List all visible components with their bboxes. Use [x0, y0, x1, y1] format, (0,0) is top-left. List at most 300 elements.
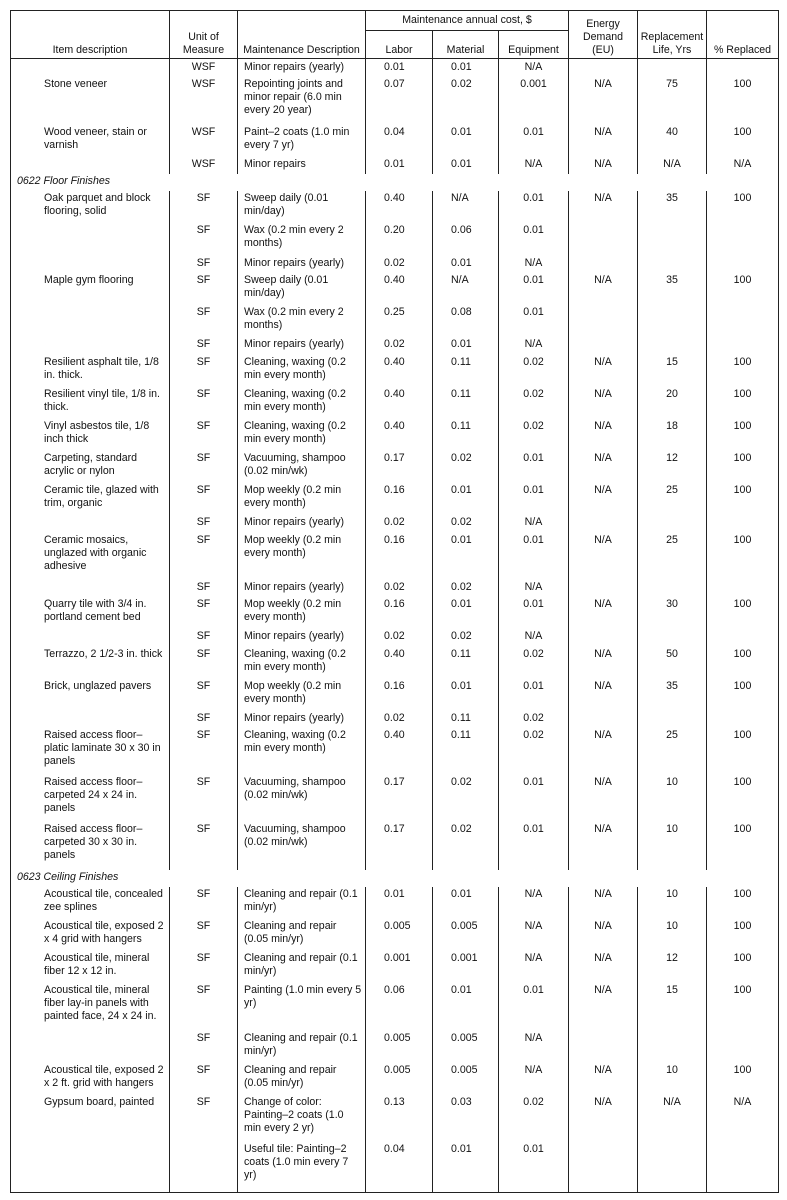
- replaced-cell: 100: [707, 951, 779, 983]
- life-cell: [638, 223, 707, 255]
- table-row: [11, 256, 779, 273]
- maintenance-desc-cell: Sweep daily (0.01 min/day): [238, 191, 366, 223]
- table-row: [11, 483, 779, 515]
- equipment-cell: N/A: [499, 515, 569, 532]
- header-annual-cost: Maintenance annual cost, $: [366, 11, 569, 31]
- replaced-cell: [707, 629, 779, 646]
- section-heading: 0622 Floor Finishes: [11, 174, 779, 191]
- item-cell: [11, 580, 170, 597]
- labor-cell: 0.001: [366, 951, 433, 983]
- energy-cell: N/A: [569, 1063, 638, 1095]
- table-row: [11, 822, 779, 869]
- equipment-cell: 0.01: [499, 1142, 569, 1189]
- maintenance-desc-cell: Vacuuming, shampoo (0.02 min/wk): [238, 822, 366, 869]
- energy-cell: N/A: [569, 887, 638, 919]
- replaced-cell: 100: [707, 451, 779, 483]
- equipment-cell: 0.01: [499, 451, 569, 483]
- life-cell: 75: [638, 77, 707, 124]
- energy-cell: N/A: [569, 775, 638, 822]
- labor-cell: 0.06: [366, 983, 433, 1030]
- replaced-cell: N/A: [707, 1095, 779, 1142]
- energy-cell: N/A: [569, 125, 638, 157]
- life-cell: [638, 629, 707, 646]
- energy-cell: N/A: [569, 419, 638, 451]
- energy-cell: N/A: [569, 919, 638, 951]
- unit-cell: SF: [170, 191, 238, 223]
- replaced-cell: 100: [707, 983, 779, 1030]
- life-cell: 35: [638, 191, 707, 223]
- labor-cell: 0.02: [366, 629, 433, 646]
- energy-cell: [569, 629, 638, 646]
- header-equipment: Equipment: [499, 31, 569, 59]
- life-cell: 35: [638, 679, 707, 711]
- material-cell: 0.01: [433, 256, 499, 273]
- unit-cell: SF: [170, 919, 238, 951]
- unit-cell: SF: [170, 597, 238, 629]
- table-row: [11, 647, 779, 679]
- replaced-cell: [707, 337, 779, 354]
- maintenance-desc-cell: Minor repairs (yearly): [238, 515, 366, 532]
- material-cell: 0.01: [433, 337, 499, 354]
- equipment-cell: 0.02: [499, 647, 569, 679]
- replaced-cell: 100: [707, 887, 779, 919]
- life-cell: [638, 515, 707, 532]
- life-cell: 18: [638, 419, 707, 451]
- unit-cell: SF: [170, 305, 238, 337]
- item-cell: Carpeting, standard acrylic or nylon: [11, 451, 170, 483]
- material-cell: 0.01: [433, 983, 499, 1030]
- labor-cell: 0.02: [366, 515, 433, 532]
- life-cell: 10: [638, 775, 707, 822]
- table-row: [11, 983, 779, 1030]
- unit-cell: SF: [170, 647, 238, 679]
- table-row: [11, 1095, 779, 1142]
- replaced-cell: [707, 59, 779, 78]
- material-cell: 0.005: [433, 919, 499, 951]
- item-cell: [11, 59, 170, 78]
- material-cell: 0.005: [433, 1063, 499, 1095]
- replaced-cell: 100: [707, 483, 779, 515]
- life-cell: 15: [638, 355, 707, 387]
- maintenance-desc-cell: Cleaning and repair (0.1 min/yr): [238, 1031, 366, 1063]
- material-cell: 0.02: [433, 451, 499, 483]
- maintenance-desc-cell: Useful tile: Painting–2 coats (1.0 min every 7 yr): [238, 1142, 366, 1189]
- material-cell: 0.11: [433, 355, 499, 387]
- replaced-cell: N/A: [707, 157, 779, 174]
- life-cell: 25: [638, 483, 707, 515]
- item-cell: [11, 1031, 170, 1063]
- energy-cell: N/A: [569, 387, 638, 419]
- life-cell: 15: [638, 983, 707, 1030]
- unit-cell: SF: [170, 775, 238, 822]
- item-cell: [11, 1142, 170, 1189]
- header-material: Material: [433, 31, 499, 59]
- maintenance-desc-cell: Painting (1.0 min every 5 yr): [238, 983, 366, 1030]
- item-cell: Raised access floor– carpeted 30 x 30 in. panels: [11, 822, 170, 869]
- life-cell: 10: [638, 887, 707, 919]
- item-cell: Vinyl asbestos tile, 1/8 inch thick: [11, 419, 170, 451]
- item-cell: [11, 629, 170, 646]
- item-cell: [11, 711, 170, 728]
- material-cell: 0.11: [433, 728, 499, 775]
- equipment-cell: 0.01: [499, 483, 569, 515]
- unit-cell: SF: [170, 629, 238, 646]
- material-cell: 0.01: [433, 59, 499, 78]
- material-cell: 0.01: [433, 157, 499, 174]
- filler-cell: [433, 1189, 499, 1192]
- unit-cell: WSF: [170, 157, 238, 174]
- table-row: [11, 355, 779, 387]
- item-cell: [11, 256, 170, 273]
- equipment-cell: N/A: [499, 951, 569, 983]
- material-cell: 0.02: [433, 629, 499, 646]
- item-cell: [11, 157, 170, 174]
- energy-cell: N/A: [569, 679, 638, 711]
- material-cell: 0.01: [433, 679, 499, 711]
- unit-cell: SF: [170, 1095, 238, 1142]
- unit-cell: SF: [170, 419, 238, 451]
- item-cell: Resilient vinyl tile, 1/8 in. thick.: [11, 387, 170, 419]
- table-row: [11, 305, 779, 337]
- material-cell: 0.02: [433, 77, 499, 124]
- replaced-cell: 100: [707, 191, 779, 223]
- labor-cell: 0.04: [366, 1142, 433, 1189]
- energy-cell: [569, 305, 638, 337]
- table-row: [11, 728, 779, 775]
- labor-cell: 0.25: [366, 305, 433, 337]
- item-cell: Ceramic tile, glazed with trim, organic: [11, 483, 170, 515]
- maintenance-desc-cell: Repointing joints and minor repair (6.0 min every 20 year): [238, 77, 366, 124]
- table-row: [11, 59, 779, 78]
- table-row: [11, 157, 779, 174]
- item-cell: Oak parquet and block flooring, solid: [11, 191, 170, 223]
- replaced-cell: 100: [707, 533, 779, 580]
- table-row: [11, 77, 779, 124]
- item-cell: Gypsum board, painted: [11, 1095, 170, 1142]
- material-cell: 0.11: [433, 647, 499, 679]
- unit-cell: SF: [170, 711, 238, 728]
- life-cell: 10: [638, 822, 707, 869]
- material-cell: 0.02: [433, 515, 499, 532]
- unit-cell: SF: [170, 887, 238, 919]
- maintenance-desc-cell: Minor repairs (yearly): [238, 711, 366, 728]
- filler-cell: [569, 1189, 638, 1192]
- replaced-cell: 100: [707, 125, 779, 157]
- material-cell: N/A: [433, 191, 499, 223]
- unit-cell: SF: [170, 355, 238, 387]
- replaced-cell: 100: [707, 919, 779, 951]
- table-row: [11, 125, 779, 157]
- equipment-cell: 0.01: [499, 983, 569, 1030]
- replaced-cell: [707, 711, 779, 728]
- unit-cell: SF: [170, 679, 238, 711]
- header-labor: Labor: [366, 31, 433, 59]
- energy-cell: N/A: [569, 273, 638, 305]
- labor-cell: 0.17: [366, 822, 433, 869]
- material-cell: 0.005: [433, 1031, 499, 1063]
- labor-cell: 0.20: [366, 223, 433, 255]
- unit-cell: WSF: [170, 125, 238, 157]
- replaced-cell: 100: [707, 419, 779, 451]
- life-cell: 12: [638, 951, 707, 983]
- equipment-cell: N/A: [499, 157, 569, 174]
- unit-cell: WSF: [170, 59, 238, 78]
- material-cell: 0.02: [433, 775, 499, 822]
- maintenance-desc-cell: Wax (0.2 min every 2 months): [238, 305, 366, 337]
- replaced-cell: 100: [707, 273, 779, 305]
- labor-cell: 0.16: [366, 597, 433, 629]
- maintenance-desc-cell: Vacuuming, shampoo (0.02 min/wk): [238, 775, 366, 822]
- material-cell: 0.08: [433, 305, 499, 337]
- energy-cell: [569, 337, 638, 354]
- maintenance-desc-cell: Cleaning, waxing (0.2 min every month): [238, 387, 366, 419]
- unit-cell: SF: [170, 533, 238, 580]
- energy-cell: N/A: [569, 533, 638, 580]
- life-cell: [638, 305, 707, 337]
- labor-cell: 0.40: [366, 728, 433, 775]
- item-cell: Raised access floor– platic laminate 30 x 30 in panels: [11, 728, 170, 775]
- material-cell: 0.01: [433, 1142, 499, 1189]
- labor-cell: 0.02: [366, 337, 433, 354]
- equipment-cell: N/A: [499, 1063, 569, 1095]
- equipment-cell: 0.02: [499, 711, 569, 728]
- replaced-cell: [707, 223, 779, 255]
- unit-cell: SF: [170, 256, 238, 273]
- header-unit-of-measure: Unit of Measure: [170, 11, 238, 59]
- replaced-cell: 100: [707, 822, 779, 869]
- table-row: [11, 387, 779, 419]
- table-row: [11, 679, 779, 711]
- maintenance-desc-cell: Minor repairs (yearly): [238, 59, 366, 78]
- item-cell: Acoustical tile, exposed 2 x 4 grid with hangers: [11, 919, 170, 951]
- material-cell: 0.03: [433, 1095, 499, 1142]
- table-row: [11, 419, 779, 451]
- filler-cell: [238, 1189, 366, 1192]
- life-cell: 30: [638, 597, 707, 629]
- equipment-cell: 0.01: [499, 223, 569, 255]
- maintenance-desc-cell: Cleaning, waxing (0.2 min every month): [238, 419, 366, 451]
- equipment-cell: 0.01: [499, 775, 569, 822]
- maintenance-desc-cell: Paint–2 coats (1.0 min every 7 yr): [238, 125, 366, 157]
- unit-cell: SF: [170, 483, 238, 515]
- equipment-cell: N/A: [499, 59, 569, 78]
- replaced-cell: 100: [707, 355, 779, 387]
- table-row: [11, 1142, 779, 1189]
- table-body: [11, 59, 779, 1193]
- table-row: [11, 711, 779, 728]
- equipment-cell: 0.01: [499, 822, 569, 869]
- material-cell: 0.01: [433, 597, 499, 629]
- labor-cell: 0.17: [366, 451, 433, 483]
- material-cell: 0.02: [433, 580, 499, 597]
- material-cell: 0.06: [433, 223, 499, 255]
- labor-cell: 0.40: [366, 387, 433, 419]
- life-cell: [638, 256, 707, 273]
- labor-cell: 0.01: [366, 59, 433, 78]
- item-cell: Quarry tile with 3/4 in. portland cement bed: [11, 597, 170, 629]
- replaced-cell: 100: [707, 728, 779, 775]
- replaced-cell: [707, 1031, 779, 1063]
- section-heading: 0623 Ceiling Finishes: [11, 870, 779, 887]
- life-cell: 50: [638, 647, 707, 679]
- labor-cell: 0.40: [366, 191, 433, 223]
- filler-cell: [366, 1189, 433, 1192]
- table-row: [11, 1063, 779, 1095]
- equipment-cell: 0.02: [499, 1095, 569, 1142]
- equipment-cell: N/A: [499, 919, 569, 951]
- unit-cell: SF: [170, 1063, 238, 1095]
- table-row: [11, 191, 779, 223]
- life-cell: 40: [638, 125, 707, 157]
- maintenance-desc-cell: Mop weekly (0.2 min every month): [238, 597, 366, 629]
- replaced-cell: 100: [707, 775, 779, 822]
- labor-cell: 0.01: [366, 887, 433, 919]
- unit-cell: SF: [170, 451, 238, 483]
- replaced-cell: 100: [707, 647, 779, 679]
- unit-cell: WSF: [170, 77, 238, 124]
- replaced-cell: [707, 256, 779, 273]
- labor-cell: 0.02: [366, 256, 433, 273]
- table-container: [10, 10, 778, 1193]
- equipment-cell: 0.01: [499, 533, 569, 580]
- life-cell: [638, 59, 707, 78]
- table-row: [11, 533, 779, 580]
- item-cell: Stone veneer: [11, 77, 170, 124]
- life-cell: N/A: [638, 1095, 707, 1142]
- equipment-cell: 0.01: [499, 597, 569, 629]
- maintenance-desc-cell: Cleaning and repair (0.1 min/yr): [238, 887, 366, 919]
- table-row: [11, 223, 779, 255]
- labor-cell: 0.40: [366, 273, 433, 305]
- material-cell: 0.001: [433, 951, 499, 983]
- filler-cell: [638, 1189, 707, 1192]
- equipment-cell: 0.01: [499, 305, 569, 337]
- material-cell: 0.11: [433, 711, 499, 728]
- item-cell: [11, 515, 170, 532]
- table-row: [11, 919, 779, 951]
- energy-cell: [569, 711, 638, 728]
- unit-cell: SF: [170, 822, 238, 869]
- energy-cell: [569, 1142, 638, 1189]
- item-cell: Wood veneer, stain or varnish: [11, 125, 170, 157]
- life-cell: 20: [638, 387, 707, 419]
- replaced-cell: [707, 1142, 779, 1189]
- section-row: [11, 870, 779, 887]
- energy-cell: [569, 580, 638, 597]
- maintenance-desc-cell: Minor repairs: [238, 157, 366, 174]
- energy-cell: N/A: [569, 355, 638, 387]
- energy-cell: N/A: [569, 597, 638, 629]
- replaced-cell: 100: [707, 679, 779, 711]
- item-cell: Acoustical tile, concealed zee splines: [11, 887, 170, 919]
- maintenance-desc-cell: Cleaning and repair (0.05 min/yr): [238, 919, 366, 951]
- energy-cell: N/A: [569, 647, 638, 679]
- table-row: [11, 597, 779, 629]
- material-cell: 0.11: [433, 387, 499, 419]
- unit-cell: SF: [170, 1031, 238, 1063]
- maintenance-desc-cell: Mop weekly (0.2 min every month): [238, 533, 366, 580]
- header-energy-demand: Energy Demand (EU): [569, 11, 638, 59]
- maintenance-desc-cell: Cleaning, waxing (0.2 min every month): [238, 355, 366, 387]
- replaced-cell: [707, 305, 779, 337]
- item-cell: [11, 337, 170, 354]
- equipment-cell: 0.001: [499, 77, 569, 124]
- material-cell: 0.11: [433, 419, 499, 451]
- header-item-description: Item description: [11, 11, 170, 59]
- header-replacement-life: Replacement Life, Yrs: [638, 11, 707, 59]
- item-cell: Raised access floor– carpeted 24 x 24 in. panels: [11, 775, 170, 822]
- table-header: [11, 11, 779, 59]
- energy-cell: N/A: [569, 191, 638, 223]
- energy-cell: N/A: [569, 728, 638, 775]
- life-cell: 12: [638, 451, 707, 483]
- table-row: [11, 1031, 779, 1063]
- item-cell: Brick, unglazed pavers: [11, 679, 170, 711]
- labor-cell: 0.16: [366, 483, 433, 515]
- item-cell: Resilient asphalt tile, 1/8 in. thick.: [11, 355, 170, 387]
- unit-cell: SF: [170, 223, 238, 255]
- maintenance-desc-cell: Change of color: Painting–2 coats (1.0 min every 2 yr): [238, 1095, 366, 1142]
- life-cell: 25: [638, 728, 707, 775]
- equipment-cell: 0.02: [499, 387, 569, 419]
- life-cell: 25: [638, 533, 707, 580]
- unit-cell: SF: [170, 951, 238, 983]
- replaced-cell: 100: [707, 77, 779, 124]
- equipment-cell: 0.02: [499, 355, 569, 387]
- labor-cell: 0.005: [366, 1063, 433, 1095]
- life-cell: 35: [638, 273, 707, 305]
- filler-cell: [11, 1189, 170, 1192]
- energy-cell: N/A: [569, 483, 638, 515]
- equipment-cell: N/A: [499, 887, 569, 919]
- life-cell: 10: [638, 1063, 707, 1095]
- item-cell: Acoustical tile, exposed 2 x 2 ft. grid with hangers: [11, 1063, 170, 1095]
- labor-cell: 0.40: [366, 419, 433, 451]
- filler-row: [11, 1189, 779, 1192]
- unit-cell: SF: [170, 580, 238, 597]
- material-cell: 0.02: [433, 822, 499, 869]
- equipment-cell: 0.02: [499, 419, 569, 451]
- unit-cell: SF: [170, 728, 238, 775]
- header-maintenance-description: Maintenance Description: [238, 11, 366, 59]
- item-cell: [11, 223, 170, 255]
- maintenance-desc-cell: Cleaning, waxing (0.2 min every month): [238, 728, 366, 775]
- maintenance-desc-cell: Minor repairs (yearly): [238, 580, 366, 597]
- equipment-cell: 0.01: [499, 125, 569, 157]
- labor-cell: 0.16: [366, 533, 433, 580]
- maintenance-desc-cell: Minor repairs (yearly): [238, 256, 366, 273]
- unit-cell: SF: [170, 337, 238, 354]
- section-row: [11, 174, 779, 191]
- life-cell: [638, 1142, 707, 1189]
- maintenance-table: [10, 10, 779, 1193]
- labor-cell: 0.01: [366, 157, 433, 174]
- energy-cell: [569, 1031, 638, 1063]
- energy-cell: N/A: [569, 77, 638, 124]
- labor-cell: 0.16: [366, 679, 433, 711]
- table-row: [11, 515, 779, 532]
- life-cell: 10: [638, 919, 707, 951]
- material-cell: 0.01: [433, 533, 499, 580]
- replaced-cell: 100: [707, 387, 779, 419]
- table-row: [11, 887, 779, 919]
- maintenance-desc-cell: Mop weekly (0.2 min every month): [238, 483, 366, 515]
- equipment-cell: N/A: [499, 1031, 569, 1063]
- labor-cell: 0.40: [366, 647, 433, 679]
- equipment-cell: 0.02: [499, 728, 569, 775]
- material-cell: 0.01: [433, 483, 499, 515]
- item-cell: Acoustical tile, mineral fiber lay-in panels with painted face, 24 x 24 in.: [11, 983, 170, 1030]
